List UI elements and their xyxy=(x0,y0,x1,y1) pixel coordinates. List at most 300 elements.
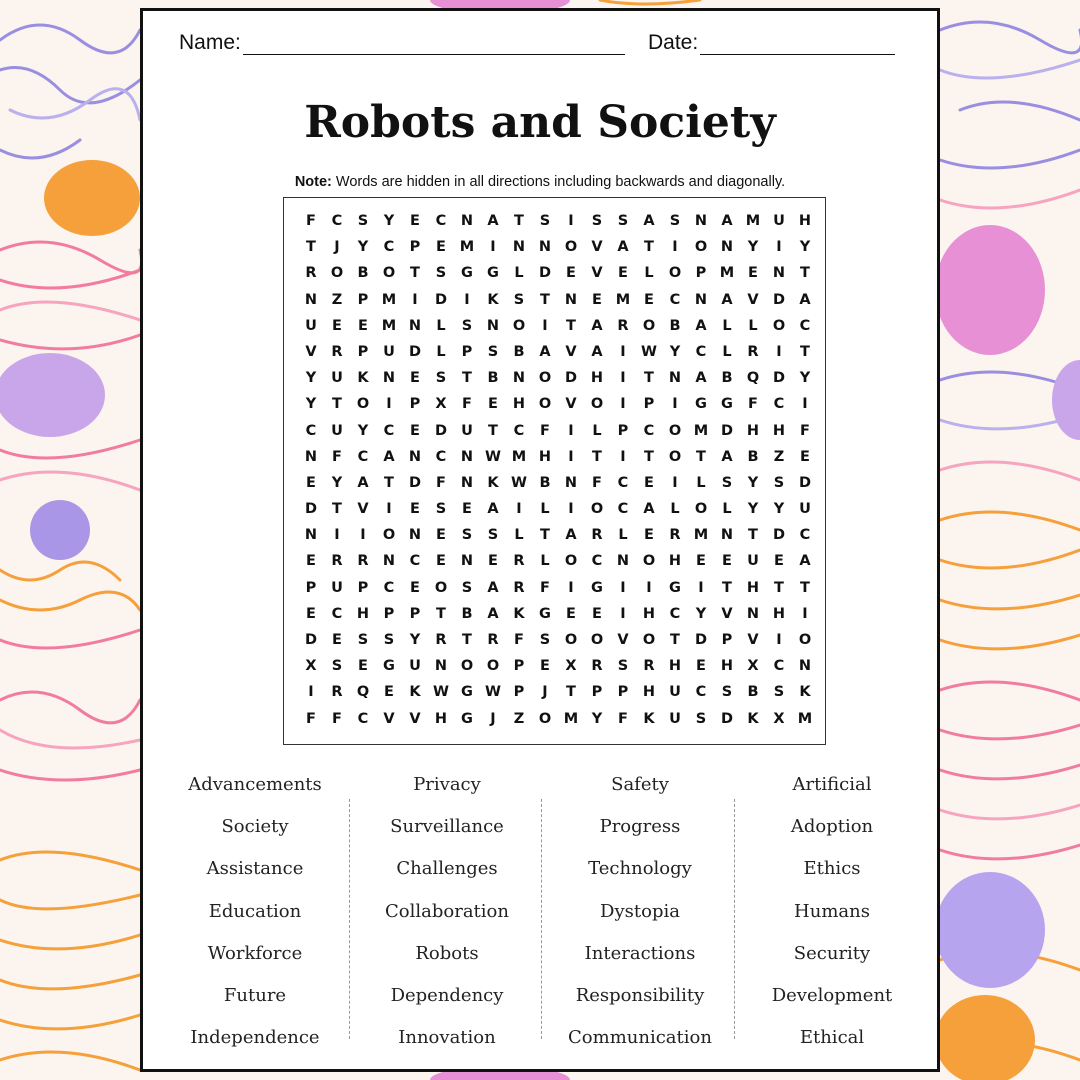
grid-letter[interactable]: A xyxy=(721,448,733,465)
grid-letter[interactable]: L xyxy=(722,317,732,334)
grid-letter[interactable]: X xyxy=(305,658,317,675)
grid-letter[interactable]: T xyxy=(566,684,576,701)
grid-letter[interactable]: E xyxy=(306,605,316,622)
grid-letter[interactable]: B xyxy=(747,684,759,701)
grid-letter[interactable]: P xyxy=(461,343,473,360)
grid-letter[interactable]: H xyxy=(772,605,786,622)
grid-letter[interactable]: C xyxy=(669,605,681,622)
grid-letter[interactable]: Y xyxy=(799,239,811,256)
grid-letter[interactable]: O xyxy=(590,632,604,648)
grid-letter[interactable]: S xyxy=(435,501,447,518)
grid-letter[interactable]: L xyxy=(514,265,524,282)
grid-letter[interactable]: P xyxy=(643,396,655,413)
grid-letter[interactable]: F xyxy=(540,579,550,596)
grid-letter[interactable]: P xyxy=(695,265,707,282)
grid-letter[interactable]: F xyxy=(462,396,472,413)
grid-letter[interactable]: L xyxy=(436,317,446,334)
grid-letter[interactable]: G xyxy=(669,579,681,596)
grid-letter[interactable]: O xyxy=(772,317,786,334)
grid-letter[interactable]: R xyxy=(487,632,499,648)
grid-letter[interactable]: T xyxy=(644,370,654,387)
grid-letter[interactable]: M xyxy=(745,213,761,229)
grid-letter[interactable]: R xyxy=(435,632,447,648)
grid-letter[interactable]: I xyxy=(308,684,314,701)
grid-letter[interactable]: C xyxy=(383,239,395,256)
grid-letter[interactable]: A xyxy=(487,501,499,518)
grid-letter[interactable]: O xyxy=(512,317,526,334)
grid-letter[interactable]: R xyxy=(331,684,343,701)
grid-letter[interactable]: L xyxy=(722,343,732,360)
grid-letter[interactable]: O xyxy=(538,396,552,413)
grid-letter[interactable]: S xyxy=(669,213,681,229)
grid-letter[interactable]: F xyxy=(592,474,602,491)
grid-letter[interactable]: P xyxy=(383,605,395,622)
grid-letter[interactable]: K xyxy=(487,291,499,308)
grid-letter[interactable]: F xyxy=(618,710,628,727)
grid-letter[interactable]: D xyxy=(798,474,812,491)
grid-letter[interactable]: C xyxy=(617,474,629,491)
grid-letter[interactable]: I xyxy=(516,501,522,518)
grid-letter[interactable]: P xyxy=(409,239,421,256)
grid-letter[interactable]: A xyxy=(643,501,655,518)
grid-letter[interactable]: E xyxy=(384,684,394,701)
grid-letter[interactable]: M xyxy=(511,448,527,465)
grid-letter[interactable]: T xyxy=(644,239,654,256)
grid-letter[interactable]: I xyxy=(672,239,678,256)
grid-letter[interactable]: V xyxy=(565,343,577,360)
grid-letter[interactable]: V xyxy=(409,710,421,727)
grid-letter[interactable]: I xyxy=(568,422,574,439)
grid-letter[interactable]: E xyxy=(644,474,654,491)
grid-letter[interactable]: C xyxy=(695,684,707,701)
grid-letter[interactable]: M xyxy=(693,527,709,544)
grid-letter[interactable]: D xyxy=(538,265,552,282)
grid-letter[interactable]: B xyxy=(487,370,499,387)
grid-letter[interactable]: T xyxy=(436,605,446,622)
grid-letter[interactable]: T xyxy=(332,396,342,413)
grid-letter[interactable]: M xyxy=(459,239,475,256)
grid-letter[interactable]: S xyxy=(617,213,629,229)
grid-letter[interactable]: D xyxy=(694,632,708,648)
grid-letter[interactable]: Y xyxy=(409,632,421,648)
grid-letter[interactable]: N xyxy=(304,291,318,308)
grid-letter[interactable]: O xyxy=(486,658,500,675)
grid-letter[interactable]: C xyxy=(617,501,629,518)
grid-letter[interactable]: W xyxy=(433,684,449,701)
grid-letter[interactable]: O xyxy=(668,265,682,282)
grid-letter[interactable]: T xyxy=(670,632,680,648)
grid-letter[interactable]: N xyxy=(720,239,734,256)
grid-letter[interactable]: R xyxy=(591,527,603,544)
grid-letter[interactable]: E xyxy=(592,291,602,308)
grid-letter[interactable]: S xyxy=(513,291,525,308)
grid-letter[interactable]: O xyxy=(538,710,552,727)
grid-letter[interactable]: M xyxy=(797,710,813,727)
name-blank-line[interactable] xyxy=(243,33,625,55)
grid-letter[interactable]: H xyxy=(642,605,656,622)
grid-letter[interactable]: U xyxy=(383,343,395,360)
grid-letter[interactable]: A xyxy=(799,291,811,308)
grid-letter[interactable]: Z xyxy=(513,710,525,727)
grid-letter[interactable]: A xyxy=(695,370,707,387)
grid-letter[interactable]: L xyxy=(748,317,758,334)
grid-letter[interactable]: A xyxy=(383,448,395,465)
grid-letter[interactable]: C xyxy=(591,553,603,570)
grid-letter[interactable]: E xyxy=(696,658,706,675)
grid-letter[interactable]: U xyxy=(747,553,759,570)
grid-letter[interactable]: E xyxy=(462,501,472,518)
grid-letter[interactable]: T xyxy=(540,527,550,544)
grid-letter[interactable]: O xyxy=(538,370,552,387)
grid-letter[interactable]: I xyxy=(620,370,626,387)
grid-letter[interactable]: A xyxy=(617,239,629,256)
grid-letter[interactable]: N xyxy=(304,448,318,465)
grid-letter[interactable]: E xyxy=(540,658,550,675)
grid-letter[interactable]: Y xyxy=(773,501,785,518)
grid-letter[interactable]: O xyxy=(642,632,656,648)
grid-letter[interactable]: E xyxy=(722,553,732,570)
grid-letter[interactable]: N xyxy=(798,658,812,675)
grid-letter[interactable]: N xyxy=(564,291,578,308)
grid-letter[interactable]: V xyxy=(591,239,603,256)
grid-letter[interactable]: S xyxy=(357,213,369,229)
grid-letter[interactable]: Y xyxy=(305,396,317,413)
grid-letter[interactable]: Z xyxy=(331,291,343,308)
grid-letter[interactable]: N xyxy=(694,291,708,308)
grid-letter[interactable]: P xyxy=(409,396,421,413)
grid-letter[interactable]: O xyxy=(564,632,578,648)
grid-letter[interactable]: F xyxy=(332,710,342,727)
grid-letter[interactable]: I xyxy=(386,501,392,518)
grid-letter[interactable]: Q xyxy=(746,370,760,387)
grid-letter[interactable]: O xyxy=(590,501,604,518)
grid-letter[interactable]: D xyxy=(304,501,318,518)
grid-letter[interactable]: E xyxy=(488,396,498,413)
grid-letter[interactable]: C xyxy=(799,527,811,544)
grid-letter[interactable]: T xyxy=(566,317,576,334)
grid-letter[interactable]: G xyxy=(695,396,707,413)
grid-letter[interactable]: H xyxy=(590,370,604,387)
grid-letter[interactable]: I xyxy=(490,239,496,256)
grid-letter[interactable]: T xyxy=(800,265,810,282)
grid-letter[interactable]: B xyxy=(357,265,369,282)
grid-letter[interactable]: Y xyxy=(331,474,343,491)
grid-letter[interactable]: U xyxy=(331,370,343,387)
grid-letter[interactable]: E xyxy=(436,527,446,544)
grid-letter[interactable]: M xyxy=(693,422,709,439)
grid-letter[interactable]: J xyxy=(334,239,340,256)
grid-letter[interactable]: A xyxy=(695,317,707,334)
grid-letter[interactable]: V xyxy=(591,265,603,282)
grid-letter[interactable]: S xyxy=(435,265,447,282)
grid-letter[interactable]: N xyxy=(382,370,396,387)
grid-letter[interactable]: N xyxy=(408,317,422,334)
grid-letter[interactable]: F xyxy=(306,213,316,229)
grid-letter[interactable]: U xyxy=(669,710,681,727)
grid-letter[interactable]: H xyxy=(668,553,682,570)
grid-letter[interactable]: E xyxy=(358,317,368,334)
date-blank-line[interactable] xyxy=(700,33,895,55)
grid-letter[interactable]: A xyxy=(539,343,551,360)
grid-letter[interactable]: X xyxy=(565,658,577,675)
grid-letter[interactable]: F xyxy=(800,422,810,439)
grid-letter[interactable]: A xyxy=(721,291,733,308)
grid-letter[interactable]: B xyxy=(669,317,681,334)
grid-letter[interactable]: I xyxy=(698,579,704,596)
grid-letter[interactable]: R xyxy=(591,658,603,675)
grid-letter[interactable]: E xyxy=(748,265,758,282)
grid-letter[interactable]: F xyxy=(306,710,316,727)
grid-letter[interactable]: O xyxy=(382,265,396,282)
grid-letter[interactable]: N xyxy=(408,448,422,465)
grid-letter[interactable]: K xyxy=(357,370,369,387)
grid-letter[interactable]: A xyxy=(591,343,603,360)
grid-letter[interactable]: N xyxy=(512,370,526,387)
grid-letter[interactable]: V xyxy=(357,501,369,518)
date-field[interactable] xyxy=(648,31,895,55)
grid-letter[interactable]: E xyxy=(306,553,316,570)
grid-letter[interactable]: N xyxy=(746,605,760,622)
grid-letter[interactable]: T xyxy=(514,213,524,229)
grid-letter[interactable]: O xyxy=(590,396,604,413)
grid-letter[interactable]: Y xyxy=(591,710,603,727)
grid-letter[interactable]: I xyxy=(360,527,366,544)
grid-letter[interactable]: E xyxy=(358,658,368,675)
grid-letter[interactable]: D xyxy=(434,422,448,439)
grid-letter[interactable]: P xyxy=(357,291,369,308)
grid-letter[interactable]: U xyxy=(409,658,421,675)
grid-letter[interactable]: O xyxy=(564,239,578,256)
grid-letter[interactable]: E xyxy=(488,553,498,570)
grid-letter[interactable]: L xyxy=(540,501,550,518)
grid-letter[interactable]: H xyxy=(720,658,734,675)
grid-letter[interactable]: E xyxy=(592,605,602,622)
grid-letter[interactable]: W xyxy=(641,343,657,360)
grid-letter[interactable]: S xyxy=(357,632,369,648)
grid-letter[interactable]: I xyxy=(412,291,418,308)
grid-letter[interactable]: G xyxy=(461,710,473,727)
grid-letter[interactable]: H xyxy=(798,213,812,229)
grid-letter[interactable]: R xyxy=(747,343,759,360)
grid-letter[interactable]: C xyxy=(435,448,447,465)
grid-letter[interactable]: I xyxy=(568,501,574,518)
grid-letter[interactable]: L xyxy=(514,527,524,544)
grid-letter[interactable]: A xyxy=(487,213,499,229)
grid-letter[interactable]: E xyxy=(618,265,628,282)
grid-letter[interactable]: D xyxy=(408,474,422,491)
grid-letter[interactable]: I xyxy=(542,317,548,334)
grid-letter[interactable]: I xyxy=(646,579,652,596)
grid-letter[interactable]: P xyxy=(409,605,421,622)
grid-letter[interactable]: T xyxy=(540,291,550,308)
grid-letter[interactable]: C xyxy=(513,422,525,439)
grid-letter[interactable]: S xyxy=(461,579,473,596)
grid-letter[interactable]: V xyxy=(721,605,733,622)
grid-letter[interactable]: S xyxy=(383,632,395,648)
grid-letter[interactable]: G xyxy=(461,265,473,282)
grid-letter[interactable]: Y xyxy=(357,239,369,256)
grid-letter[interactable]: O xyxy=(460,658,474,675)
grid-letter[interactable]: Y xyxy=(799,370,811,387)
grid-letter[interactable]: L xyxy=(436,343,446,360)
grid-letter[interactable]: Y xyxy=(669,343,681,360)
grid-letter[interactable]: I xyxy=(776,239,782,256)
grid-letter[interactable]: M xyxy=(719,265,735,282)
grid-letter[interactable]: A xyxy=(487,579,499,596)
grid-letter[interactable]: X xyxy=(773,710,785,727)
grid-letter[interactable]: Y xyxy=(695,605,707,622)
grid-letter[interactable]: T xyxy=(410,265,420,282)
grid-letter[interactable]: I xyxy=(386,396,392,413)
grid-letter[interactable]: I xyxy=(620,448,626,465)
grid-letter[interactable]: G xyxy=(539,605,551,622)
grid-letter[interactable]: N xyxy=(538,239,552,256)
grid-letter[interactable]: I xyxy=(334,527,340,544)
grid-letter[interactable]: J xyxy=(490,710,496,727)
grid-letter[interactable]: I xyxy=(620,605,626,622)
grid-letter[interactable]: S xyxy=(591,213,603,229)
grid-letter[interactable]: K xyxy=(513,605,525,622)
grid-letter[interactable]: A xyxy=(643,213,655,229)
grid-letter[interactable]: E xyxy=(332,317,342,334)
grid-letter[interactable]: E xyxy=(774,553,784,570)
grid-letter[interactable]: F xyxy=(540,422,550,439)
grid-letter[interactable]: I xyxy=(672,396,678,413)
grid-letter[interactable]: J xyxy=(542,684,548,701)
grid-letter[interactable]: R xyxy=(513,579,525,596)
grid-letter[interactable]: C xyxy=(305,422,317,439)
grid-letter[interactable]: T xyxy=(306,239,316,256)
grid-letter[interactable]: C xyxy=(331,605,343,622)
grid-letter[interactable]: E xyxy=(410,501,420,518)
grid-letter[interactable]: I xyxy=(802,605,808,622)
grid-letter[interactable]: S xyxy=(773,474,785,491)
grid-letter[interactable]: D xyxy=(720,710,734,727)
grid-letter[interactable]: W xyxy=(485,684,501,701)
grid-letter[interactable]: B xyxy=(461,605,473,622)
grid-letter[interactable]: X xyxy=(435,396,447,413)
grid-letter[interactable]: E xyxy=(800,448,810,465)
grid-letter[interactable]: T xyxy=(384,474,394,491)
grid-letter[interactable]: F xyxy=(514,632,524,648)
grid-letter[interactable]: V xyxy=(305,343,317,360)
grid-letter[interactable]: L xyxy=(670,501,680,518)
grid-letter[interactable]: H xyxy=(746,579,760,596)
grid-letter[interactable]: E xyxy=(332,632,342,648)
grid-letter[interactable]: E xyxy=(436,553,446,570)
grid-letter[interactable]: S xyxy=(461,317,473,334)
grid-letter[interactable]: C xyxy=(643,422,655,439)
grid-letter[interactable]: R xyxy=(331,343,343,360)
grid-letter[interactable]: K xyxy=(409,684,421,701)
grid-letter[interactable]: S xyxy=(435,370,447,387)
grid-letter[interactable]: O xyxy=(668,448,682,465)
grid-letter[interactable]: P xyxy=(305,579,317,596)
grid-letter[interactable]: E xyxy=(644,291,654,308)
grid-letter[interactable]: N xyxy=(564,474,578,491)
grid-letter[interactable]: M xyxy=(381,317,397,334)
grid-letter[interactable]: Y xyxy=(305,370,317,387)
grid-letter[interactable]: H xyxy=(512,396,526,413)
grid-letter[interactable]: B xyxy=(721,370,733,387)
grid-letter[interactable]: P xyxy=(617,684,629,701)
grid-letter[interactable]: E xyxy=(410,579,420,596)
grid-letter[interactable]: E xyxy=(410,213,420,229)
grid-letter[interactable]: H xyxy=(746,422,760,439)
grid-letter[interactable]: Y xyxy=(747,474,759,491)
grid-letter[interactable]: M xyxy=(615,291,631,308)
grid-letter[interactable]: L xyxy=(592,422,602,439)
grid-letter[interactable]: O xyxy=(642,553,656,570)
grid-letter[interactable]: D xyxy=(408,343,422,360)
grid-letter[interactable]: E xyxy=(566,265,576,282)
grid-letter[interactable]: I xyxy=(568,579,574,596)
grid-letter[interactable]: K xyxy=(487,474,499,491)
grid-letter[interactable]: Y xyxy=(383,213,395,229)
grid-letter[interactable]: C xyxy=(695,343,707,360)
grid-letter[interactable]: Q xyxy=(356,684,370,701)
grid-letter[interactable]: D xyxy=(720,422,734,439)
grid-letter[interactable]: E xyxy=(566,605,576,622)
grid-letter[interactable]: P xyxy=(357,579,369,596)
grid-letter[interactable]: P xyxy=(513,658,525,675)
grid-letter[interactable]: C xyxy=(331,213,343,229)
grid-letter[interactable]: N xyxy=(720,527,734,544)
grid-letter[interactable]: I xyxy=(620,343,626,360)
grid-letter[interactable]: K xyxy=(747,710,759,727)
name-field[interactable] xyxy=(179,31,625,55)
grid-letter[interactable]: K xyxy=(643,710,655,727)
grid-letter[interactable]: H xyxy=(668,658,682,675)
grid-letter[interactable]: D xyxy=(772,370,786,387)
grid-letter[interactable]: B xyxy=(747,448,759,465)
grid-letter[interactable]: A xyxy=(721,213,733,229)
grid-letter[interactable]: M xyxy=(381,291,397,308)
grid-letter[interactable]: Y xyxy=(747,239,759,256)
grid-letter[interactable]: D xyxy=(564,370,578,387)
grid-letter[interactable]: I xyxy=(672,474,678,491)
grid-letter[interactable]: E xyxy=(644,527,654,544)
grid-letter[interactable]: T xyxy=(774,579,784,596)
grid-letter[interactable]: P xyxy=(617,422,629,439)
grid-letter[interactable]: S xyxy=(721,684,733,701)
grid-letter[interactable]: N xyxy=(668,370,682,387)
grid-letter[interactable]: T xyxy=(592,448,602,465)
grid-letter[interactable]: A xyxy=(565,527,577,544)
grid-letter[interactable]: T xyxy=(332,501,342,518)
grid-letter[interactable]: A xyxy=(799,553,811,570)
grid-letter[interactable]: H xyxy=(356,605,370,622)
grid-letter[interactable]: C xyxy=(773,396,785,413)
grid-letter[interactable]: U xyxy=(461,422,473,439)
grid-letter[interactable]: U xyxy=(773,213,785,229)
grid-letter[interactable]: G xyxy=(591,579,603,596)
grid-letter[interactable]: N xyxy=(772,265,786,282)
grid-letter[interactable]: Y xyxy=(357,422,369,439)
grid-letter[interactable]: O xyxy=(798,632,812,648)
grid-letter[interactable]: D xyxy=(304,632,318,648)
grid-letter[interactable]: C xyxy=(383,579,395,596)
grid-letter[interactable]: X xyxy=(747,658,759,675)
grid-letter[interactable]: S xyxy=(487,527,499,544)
grid-letter[interactable]: C xyxy=(409,553,421,570)
grid-letter[interactable]: R xyxy=(513,553,525,570)
grid-letter[interactable]: O xyxy=(642,317,656,334)
grid-letter[interactable]: V xyxy=(565,396,577,413)
grid-letter[interactable]: H xyxy=(642,684,656,701)
grid-letter[interactable]: T xyxy=(644,448,654,465)
grid-letter[interactable]: K xyxy=(799,684,811,701)
